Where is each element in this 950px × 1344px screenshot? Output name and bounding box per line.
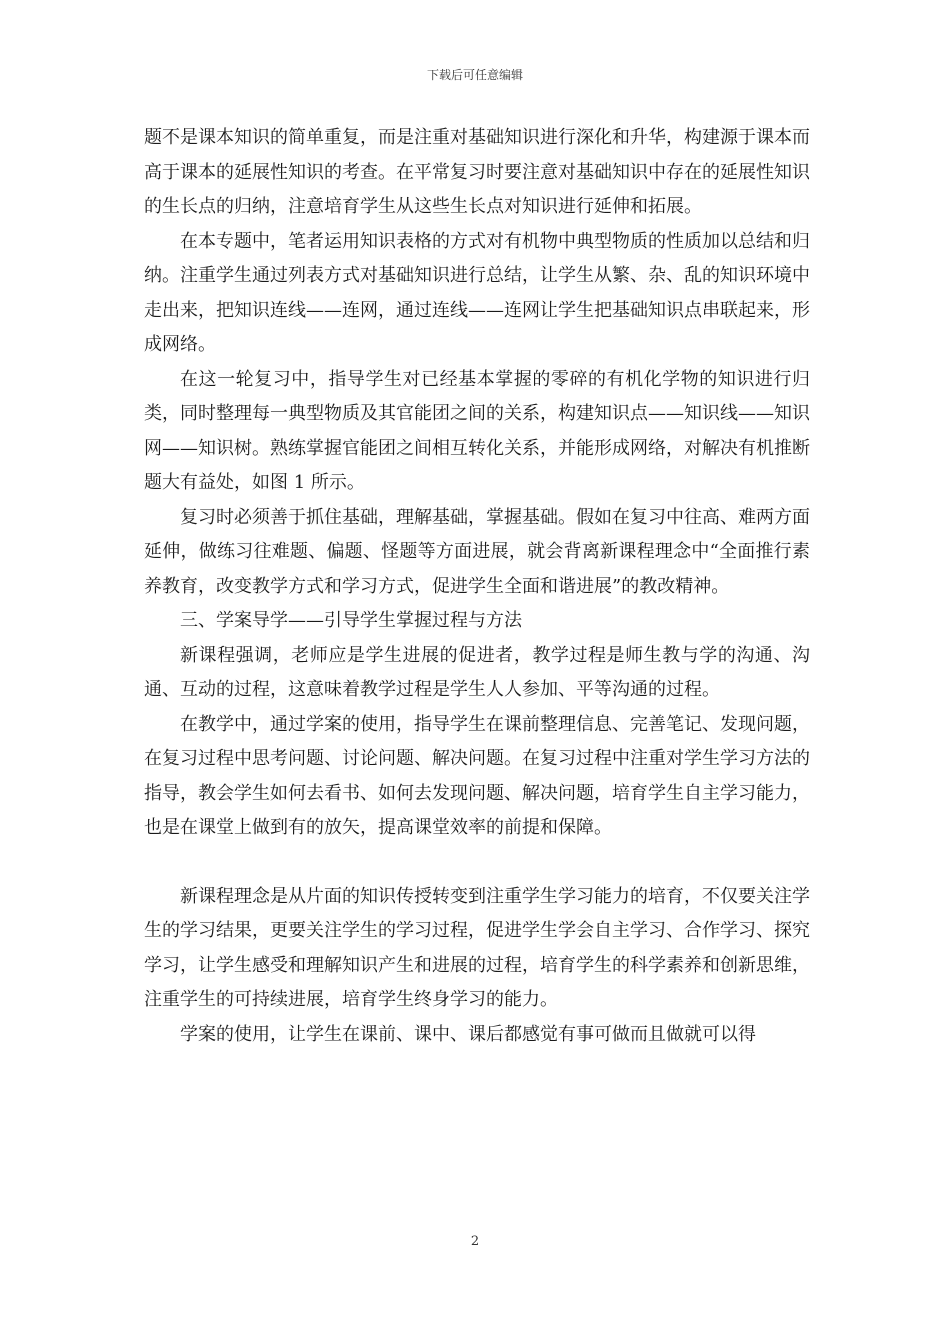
paragraph-4: 复习时必须善于抓住基础，理解基础，掌握基础。假如在复习中往高、难两方面延伸，做练习往难题、偏题、怪题等方面进展，就会背离新课程理念中“全面推行素养教育，改变教学方式和学习方式，促进学生全面和谐进展”的教改精神。 xyxy=(144,506,810,597)
paragraph-6: 在教学中，通过学案的使用，指导学生在课前整理信息、完善笔记、发现问题，在复习过程中思考问题、讨论问题、解决问题。在复习过程中注重对学生学习方法的指导，教会学生如何去看书、如何去发现问题、解决问题，培育学生自主学习能力，也是在课堂上做到有的放矢，提高课堂效率的前提和保障。 xyxy=(144,713,810,838)
paragraph-7: 新课程理念是从片面的知识传授转变到注重学生学习能力的培育，不仅要关注学生的学习结果，更要关注学生的学习过程，促进学生学会自主学习、合作学习、探究学习，让学生感受和理解知识产生和进展的过程，培育学生的科学素养和创新思维，注重学生的可持续进展，培育学生终身学习的能力。 xyxy=(144,885,810,1010)
paragraph-8: 学案的使用，让学生在课前、课中、课后都感觉有事可做而且做就可以得 xyxy=(180,1023,756,1045)
paragraph-3: 在这一轮复习中，指导学生对已经基本掌握的零碎的有机化学物的知识进行归类，同时整理每一典型物质及其官能团之间的关系，构建知识点——知识线——知识网——知识树。熟练掌握官能团之间相互转化关系，并能形成网络，对解决有机推断题大有益处，如图 1 所示。 xyxy=(144,368,810,493)
paragraph-2: 在本专题中，笔者运用知识表格的方式对有机物中典型物质的性质加以总结和归纳。注重学生通过列表方式对基础知识进行总结，让学生从繁、杂、乱的知识环境中走出来，把知识连线——连网，通过连线——连网让学生把基础知识点串联起来，形成网络。 xyxy=(144,230,810,355)
page-header: 下载后可任意编辑 xyxy=(426,68,523,82)
paragraph-1: 题不是课本知识的简单重复，而是注重对基础知识进行深化和升华，构建源于课本而高于课本的延展性知识的考查。在平常复习时要注意对基础知识中存在的延展性知识的生长点的归纳，注意培育学生从这些生长点对知识进行延伸和拓展。 xyxy=(144,127,810,217)
document-body xyxy=(144,121,810,1052)
page-number: 2 xyxy=(470,1234,480,1249)
paragraph-5: 新课程强调，老师应是学生进展的促进者，教学过程是师生教与学的沟通、沟通、互动的过程，这意味着教学过程是学生人人参加、平等沟通的过程。 xyxy=(144,644,810,700)
paragraph-spacer xyxy=(144,846,810,880)
section-heading: 三、学案导学——引导学生掌握过程与方法 xyxy=(180,610,522,631)
